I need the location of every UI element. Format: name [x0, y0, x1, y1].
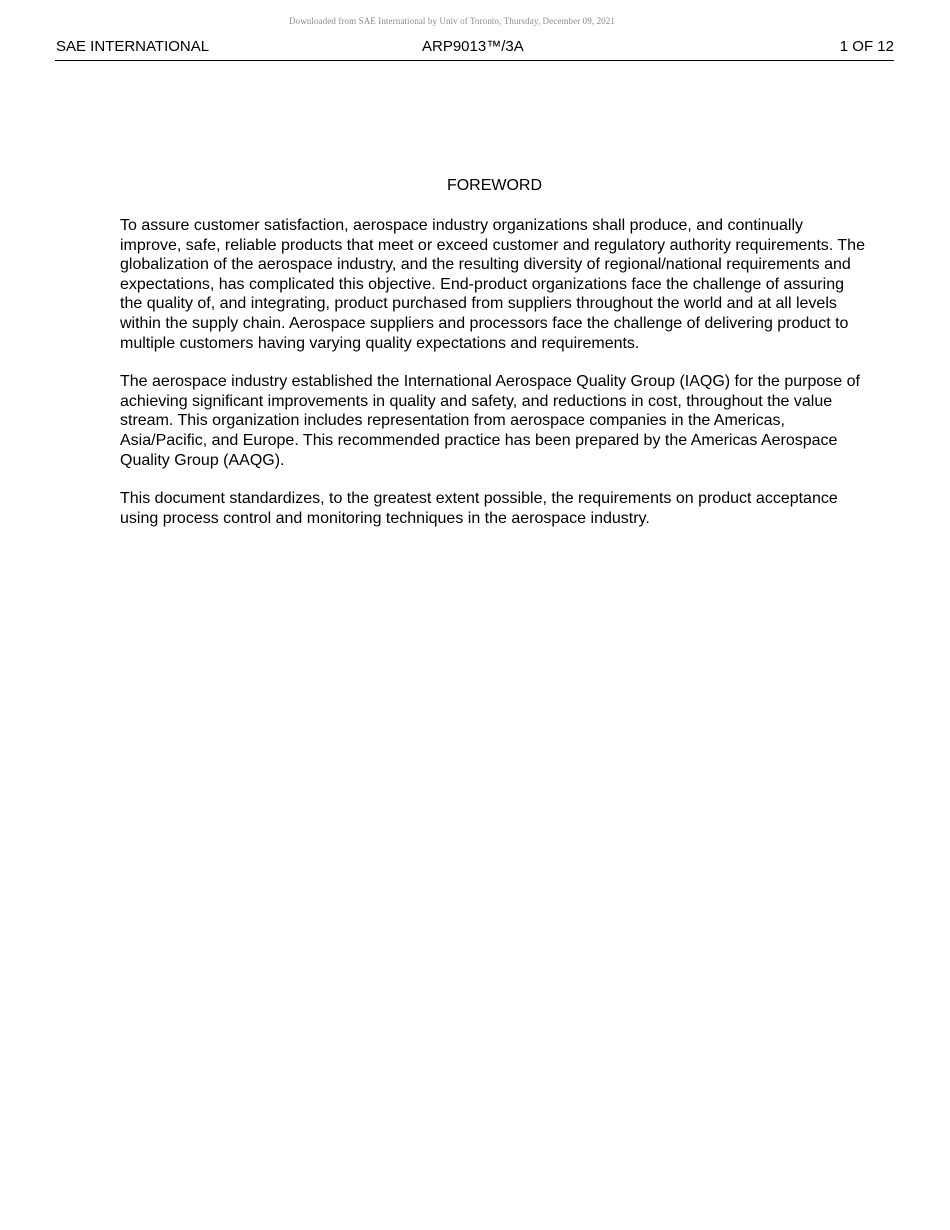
header-document-number: ARP9013™/3A: [422, 38, 524, 55]
header-page-indicator: 1 OF 12: [839, 38, 894, 55]
foreword-paragraph: The aerospace industry established the International Aerospace Quality Group (IAQG) for the purpose of achieving significant improvements in quality and safety, and reductions in cost, throughout the value stream. This organization includes representation from aerospace companies in the Americas, Asia/Pacific, and Europe. This recommended practice has been prepared by the Americas Aerospace Quality Group (AAQG).: [120, 373, 860, 469]
header-publisher: SAE INTERNATIONAL: [56, 38, 210, 55]
foreword-paragraph: This document standardizes, to the greatest extent possible, the requirements on product acceptance using process control and monitoring techniques in the aerospace industry.: [120, 490, 838, 527]
foreword-paragraph: To assure customer satisfaction, aerospace industry organizations shall produce, and continually improve, safe, reliable products that meet or exceed customer and regulatory authority requirements. The globalization of the aerospace industry, and the resulting diversity of regional/national requirements and expectations, has complicated this objective. End-product organizations face the challenge of assuring the quality of, and integrating, product purchased from suppliers throughout the world and at all levels within the supply chain. Aerospace suppliers and processors face the challenge of delivering product to multiple customers having varying quality expectations and requirements.: [120, 217, 865, 352]
foreword-title: FOREWORD: [446, 177, 543, 194]
foreword-section: [120, 176, 865, 547]
download-watermark: Downloaded from SAE International by Univ of Toronto, Thursday, December 09, 2021: [289, 16, 615, 26]
page-header: [55, 38, 894, 61]
